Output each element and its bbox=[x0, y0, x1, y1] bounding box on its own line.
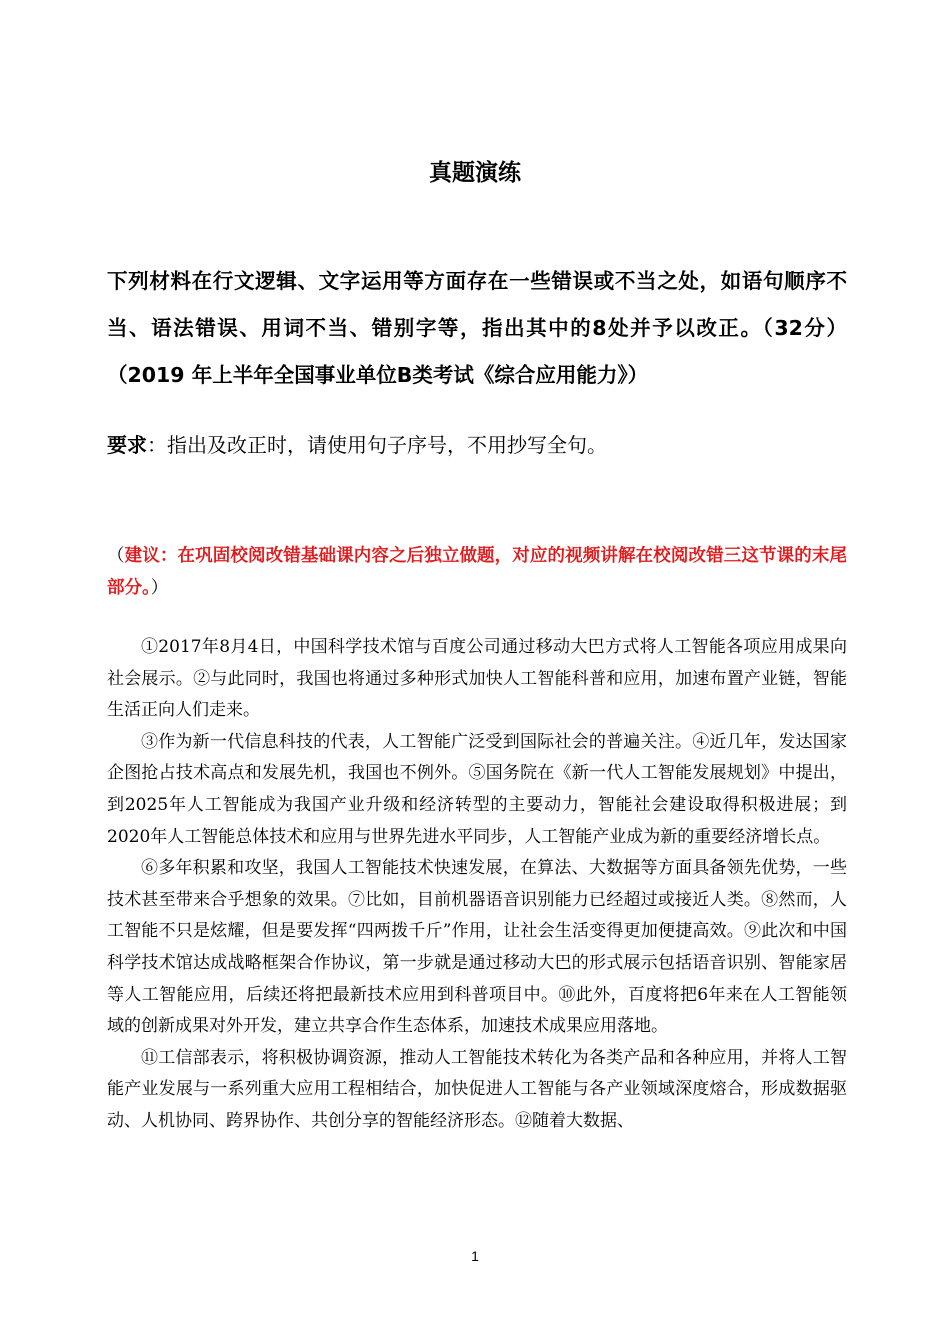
requirement-text: ：指出及改正时，请使用句子序号，不用抄写全句。 bbox=[147, 433, 607, 457]
suggestion-close-paren: ） bbox=[150, 578, 169, 598]
requirement-line bbox=[107, 428, 847, 462]
suggestion-text: 建议：在巩固校阅改错基础课内容之后独立做题，对应的视频讲解在校阅改错三这节课的末尾部分。 bbox=[107, 546, 847, 598]
material-passage bbox=[107, 632, 847, 1138]
suggestion-open-paren: （ bbox=[107, 546, 125, 566]
question-instructions: 下列材料在行文逻辑、文字运用等方面存在一些错误或不当之处，如语句顺序不当、语法错误、用词不当、错别字等，指出其中的8处并予以改正。（32分） （2019 年上半年全国事业单位B类考试《综合应用能力》） bbox=[107, 269, 847, 387]
requirement-label: 要求 bbox=[107, 433, 147, 457]
passage-paragraph-4: ⑪工信部表示，将积极协调资源，推动人工智能技术转化为各类产品和各种应用，并将人工智能产业发展与一系列重大应用工程相结合，加快促进人工智能与各产业领域深度熔合，形成数据驱动、人机协同、跨界协作、共创分享的智能经济形态。⑫随着大数据、 bbox=[107, 1047, 847, 1131]
page-number: 1 bbox=[471, 1248, 479, 1264]
page-title: 真题演练 bbox=[429, 160, 521, 186]
study-suggestion bbox=[107, 540, 847, 604]
passage-paragraph-3: ⑥多年积累和攻坚，我国人工智能技术快速发展，在算法、大数据等方面具备领先优势，一些技术甚至带来合乎想象的效果。⑦比如，目前机器语音识别能力已经超过或接近人类。⑧然而，人工智能不只是炫耀，但是要发挥“四两拨千斤”作用，让社会生活变得更加便捷高效。⑨此次和中国科学技术馆达成战略框架合作协议，第一步就是通过移动大巴的形式展示包括语音识别、智能家居等人工智能应用，后续还将把最新技术应用到科普项目中。⑩此外，百度将把6年来在人工智能领域的创新成果对外开发，建立共享合作生态体系，加速技术成果应用落地。 bbox=[107, 858, 847, 1037]
passage-paragraph-2: ③作为新一代信息科技的代表，人工智能广泛受到国际社会的普遍关注。④近几年，发达国家企图抢占技术高点和发展先机，我国也不例外。⑤国务院在《新一代人工智能发展规划》中提出，到2025年人工智能成为我国产业升级和经济转型的主要动力，智能社会建设取得积极进展；到2020年人工智能总体技术和应用与世界先进水平同步，人工智能产业成为新的重要经济增长点。 bbox=[107, 731, 847, 847]
passage-paragraph-1: ①2017年8月4日，中国科学技术馆与百度公司通过移动大巴方式将人工智能各项应用成果向社会展示。②与此同时，我国也将通过多种形式加快人工智能科普和应用，加速布置产业链，智能生活正向人们走来。 bbox=[107, 637, 847, 721]
